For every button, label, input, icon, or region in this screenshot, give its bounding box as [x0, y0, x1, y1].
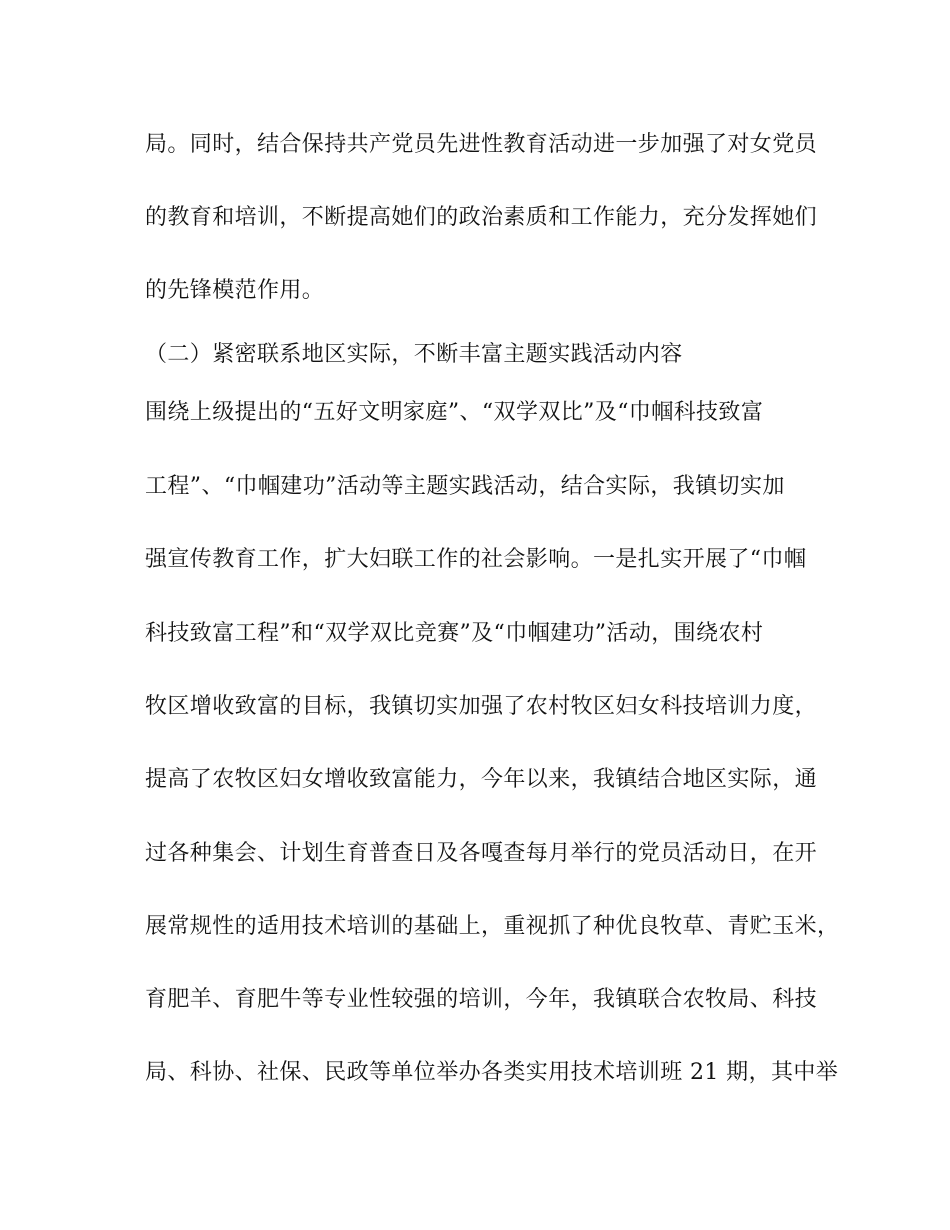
- section-heading: （二）紧密联系地区实际，不断丰富主题实践活动内容: [145, 342, 683, 367]
- text-line: 局。同时，结合保持共产党员先进性教育活动进一步加强了对女党员: [145, 132, 818, 157]
- text-line: 提高了农牧区妇女增收致富能力，今年以来，我镇结合地区实际，通: [145, 767, 818, 792]
- text-line: 科技致富工程”和“双学双比竞赛”及“巾帼建功”活动，围绕农村: [145, 621, 764, 646]
- text-line: 的先锋模范作用。: [145, 278, 325, 303]
- text-line: 育肥羊、育肥牛等专业性较强的培训，今年，我镇联合农牧局、科技: [145, 987, 818, 1012]
- text-line: 强宣传教育工作，扩大妇联工作的社会影响。一是扎实开展了“巾帼: [145, 547, 807, 572]
- text-line: 局、科协、社保、民政等单位举办各类实用技术培训班 21 期，其中举: [145, 1060, 839, 1085]
- text-line: 牧区增收致富的目标，我镇切实加强了农村牧区妇女科技培训力度，: [145, 694, 818, 719]
- text-line: 过各种集会、计划生育普查日及各嘎查每月举行的党员活动日，在开: [145, 841, 818, 866]
- text-line: 工程”、“巾帼建功”活动等主题实践活动，结合实际，我镇切实加: [145, 474, 785, 499]
- text-line: 展常规性的适用技术培训的基础上，重视抓了种优良牧草、青贮玉米，: [145, 914, 840, 939]
- text-line: 围绕上级提出的“五好文明家庭”、“双学双比”及“巾帼科技致富: [145, 400, 764, 425]
- text-line: 的教育和培训，不断提高她们的政治素质和工作能力，充分发挥她们: [145, 205, 818, 230]
